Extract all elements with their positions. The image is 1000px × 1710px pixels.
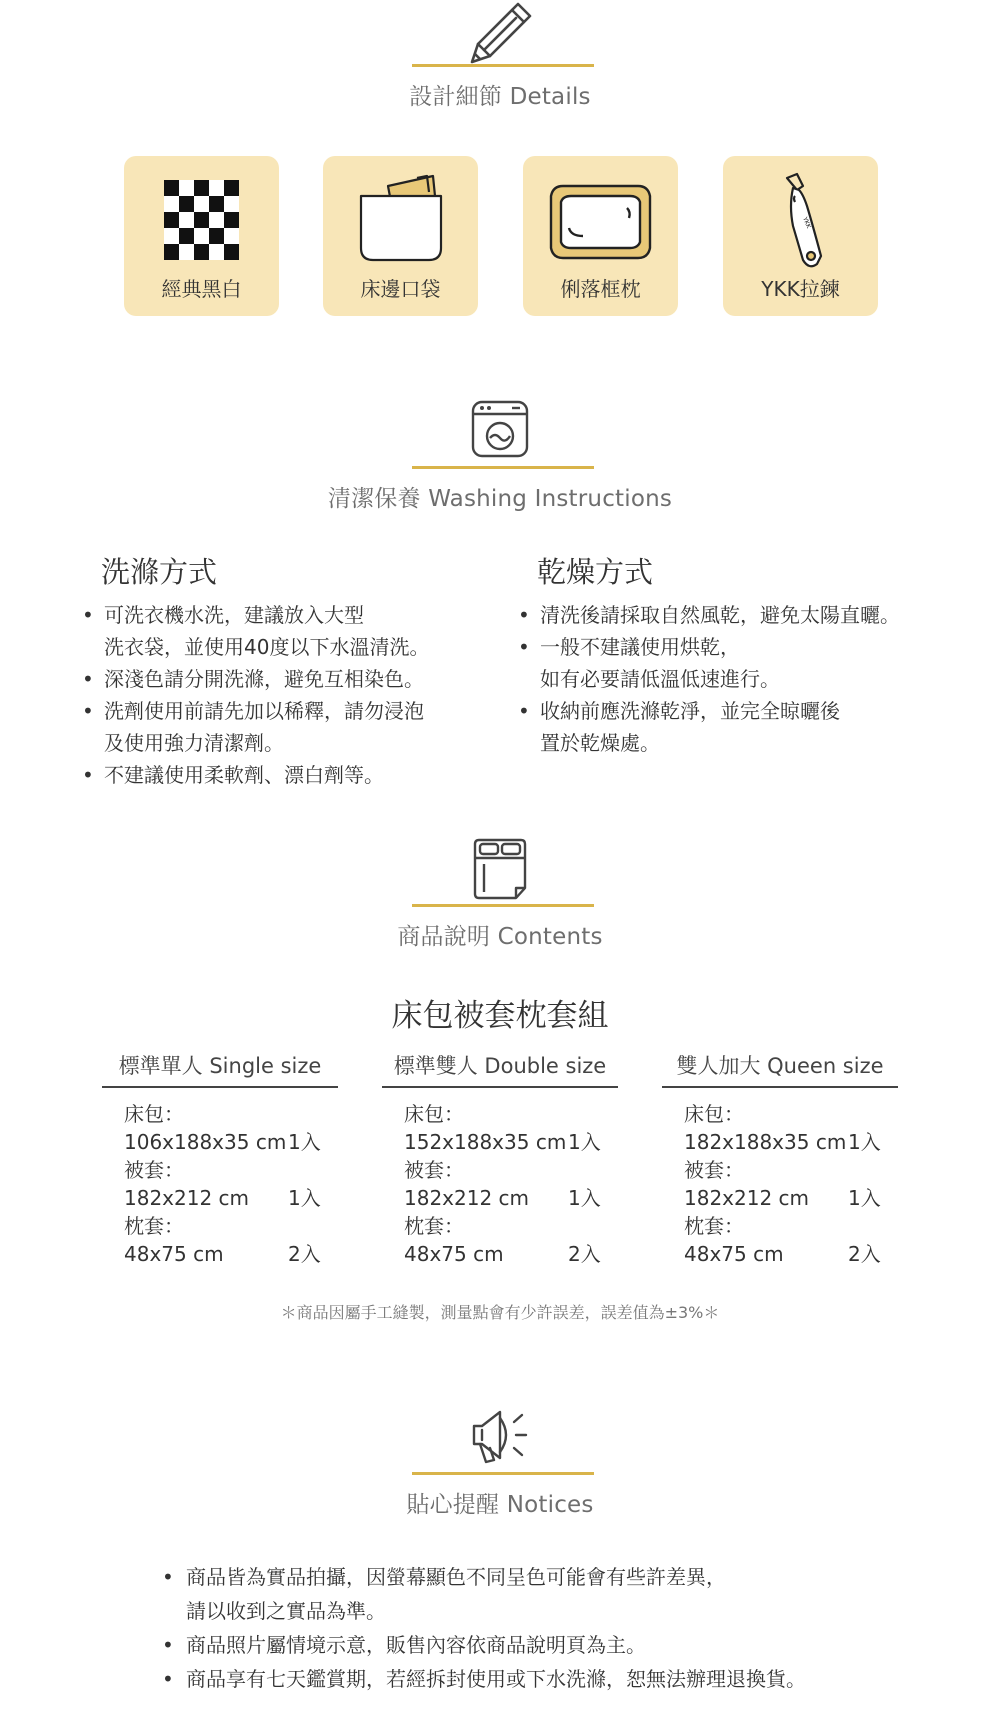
size-column-single [102,1050,338,1268]
set-title: 床包被套枕套組 [391,998,609,1034]
feature-label: YKK拉鍊 [761,277,840,301]
contents-divider [412,904,594,907]
spec-row: 床包： [684,1102,744,1126]
list-item: • 清洗後請採取自然風乾，避免太陽直曬。 [518,603,900,627]
dry-heading: 乾燥方式 [537,555,654,589]
size-heading: 標準單人 Single size [102,1050,338,1088]
list-item: • 不建議使用柔軟劑、漂白劑等。 [82,763,384,787]
spec-row: 枕套： [404,1214,464,1238]
spec-row: 182x188x35 cm 1入 [684,1130,881,1154]
details-divider [412,64,594,67]
list-item: • 商品皆為實品拍攝，因螢幕顯色不同呈色可能會有些許差異， 請以收到之實品為準。 [162,1565,726,1623]
megaphone-icon [460,1400,540,1470]
spec-row: 枕套： [124,1214,184,1238]
feature-card-pillow [523,156,678,316]
size-heading: 雙人加大 Queen size [662,1050,898,1088]
size-column-queen [662,1050,898,1268]
list-item: • 可洗衣機水洗，建議放入大型 洗衣袋，並使用40度以下水溫清洗。 [82,603,430,659]
list-item: • 一般不建議使用烘乾， 如有必要請低溫低速進行。 [518,635,780,691]
wash-list [82,599,429,791]
list-item: • 洗劑使用前請先加以稀釋，請勿浸泡 及使用強力清潔劑。 [82,699,424,755]
spec-row: 被套： [404,1158,464,1182]
list-item: • 商品享有七天鑑賞期，若經拆封使用或下水洗滌，恕無法辦理退換貨。 [162,1667,806,1691]
spec-list [382,1100,618,1268]
spec-list [662,1100,898,1268]
spec-row: 182x212 cm 1入 [684,1186,881,1210]
wash-heading: 洗滌方式 [101,555,218,589]
contents-title: 商品說明 Contents [397,924,603,950]
svg-text:YKK: YKK [801,216,812,230]
feature-card-pocket [323,156,478,316]
size-column-double [382,1050,618,1268]
spec-row: 182x212 cm 1入 [124,1186,321,1210]
list-item: • 深淺色請分開洗滌，避免互相染色。 [82,667,424,691]
notices-title: 貼心提醒 Notices [406,1492,594,1518]
feature-label: 經典黑白 [161,277,242,301]
washing-machine-icon [460,398,540,468]
spec-row: 106x188x35 cm 1入 [124,1130,321,1154]
spec-row: 床包： [404,1102,464,1126]
details-title: 設計細節 Details [409,84,591,110]
feature-label: 床邊口袋 [360,277,441,301]
spec-row: 被套： [124,1158,184,1182]
washing-title: 清潔保養 Washing Instructions [327,486,673,512]
bed-icon [460,836,540,906]
spec-row: 48x75 cm 2入 [684,1242,881,1266]
spec-list [102,1100,338,1268]
spec-row: 48x75 cm 2入 [404,1242,601,1266]
feature-label: 俐落框枕 [560,277,641,301]
tolerance-note: ＊商品因屬手工縫製，測量點會有少許誤差，誤差值為±3%＊ [280,1303,720,1322]
washing-divider [412,466,594,469]
dry-list [518,599,900,759]
feature-card-zipper [723,156,878,316]
spec-row: 枕套： [684,1214,744,1238]
list-item: • 收納前應洗滌乾淨，並完全晾曬後 置於乾燥處。 [518,699,840,755]
spec-row: 床包： [124,1102,184,1126]
pencil-icon [460,0,540,70]
notice-list [162,1560,806,1696]
spec-row: 182x212 cm 1入 [404,1186,601,1210]
feature-card-checker [124,156,279,316]
spec-row: 152x188x35 cm 1入 [404,1130,601,1154]
list-item: • 商品照片屬情境示意，販售內容依商品說明頁為主。 [162,1633,646,1657]
size-heading: 標準雙人 Double size [382,1050,618,1088]
spec-row: 48x75 cm 2入 [124,1242,321,1266]
notices-divider [412,1472,594,1475]
spec-row: 被套： [684,1158,744,1182]
